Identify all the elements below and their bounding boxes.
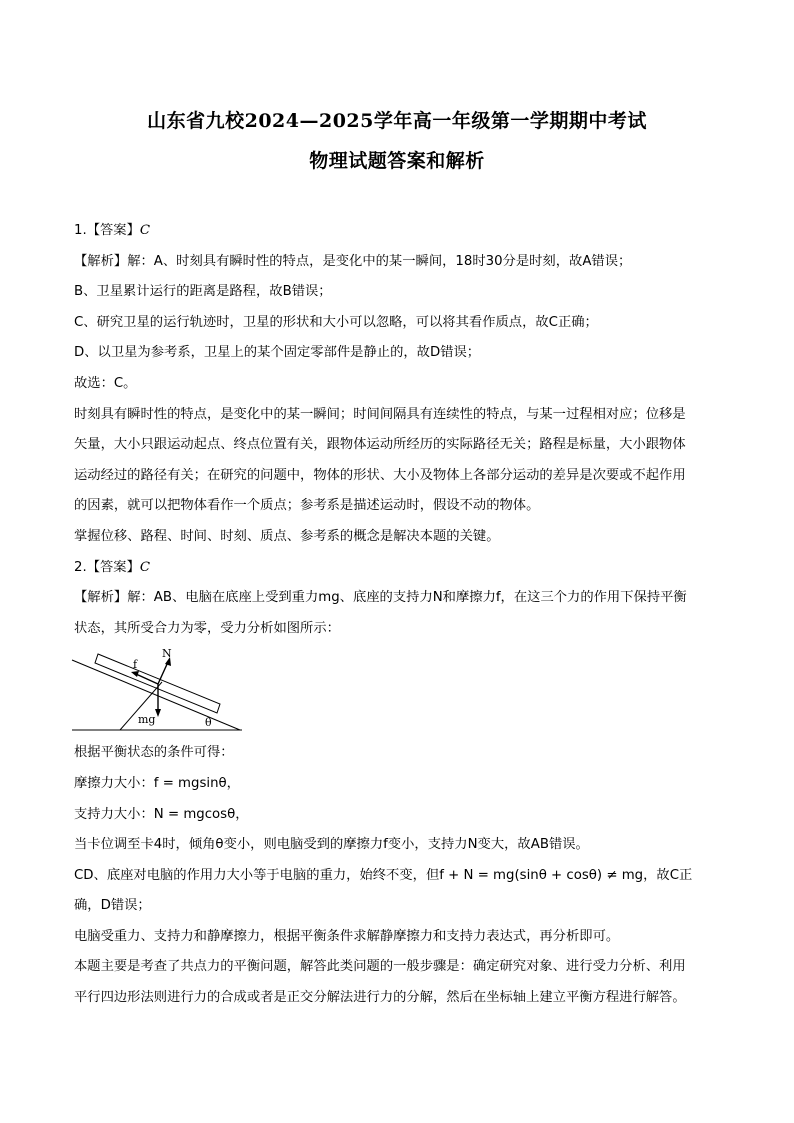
q2-answer-label: 【答案】 (86, 559, 140, 575)
q2-analysis-line-11: 平行四边形法则进行力的合成或者是正交分解法进行力的分解，然后在坐标轴上建立平衡方程进行解答。 (74, 990, 686, 1006)
label-mg: mg (138, 713, 156, 727)
q2-analysis-line-1 (74, 583, 724, 614)
q1-analysis-line-3: C、研究卫星的运行轨迹时，卫星的形状和大小可以忽略，可以将其看作质点，故C正确； (74, 314, 598, 330)
q1-answer-line (74, 216, 724, 247)
document-subtitle: 物理试题答案和解析 (309, 150, 485, 172)
q1-analysis-label: 【解析】 (74, 253, 128, 269)
label-theta: θ (205, 716, 212, 730)
q1-analysis-text-1: 解：A、时刻具有瞬时性的特点，是变化中的某一瞬间，18时30分是时刻，故A错误； (127, 253, 632, 269)
q1-analysis-line-7: 矢量，大小只跟运动起点、终点位置有关，跟物体运动所经历的实际路径无关；路程是标量，大小跟物体 (74, 437, 686, 453)
force-diagram-svg (70, 646, 250, 736)
answer-content (74, 216, 724, 1014)
q1-analysis-line-6: 时刻具有瞬时性的特点，是变化中的某一瞬间；时间间隔具有连续性的特点，与某一过程相对应；位移是 (74, 406, 686, 422)
q2-analysis-text-1: 解：AB、电脑在底座上受到重力mg、底座的支持力N和摩擦力f，在这三个力的作用下保持平衡 (127, 590, 687, 606)
q1-analysis-line-10: 掌握位移、路程、时间、时刻、质点、参考系的概念是解决本题的关键。 (74, 528, 500, 544)
q2-analysis-line-5: 支持力大小：N = mgcosθ， (74, 806, 249, 822)
q2-analysis-label: 【解析】 (74, 590, 128, 606)
q1-analysis-line-1 (74, 247, 724, 278)
label-f: f (133, 658, 138, 672)
q1-answer-value: C (139, 223, 151, 238)
force-diagram (70, 646, 724, 738)
q2-number: 2. (74, 559, 87, 575)
q2-answer-line (74, 553, 724, 584)
q1-analysis-line-5: 故选：C。 (74, 375, 137, 391)
q1-number: 1. (74, 223, 87, 238)
weight-arrowhead (155, 709, 161, 717)
q2-analysis-line-4: 摩擦力大小：f = mgsinθ， (74, 775, 240, 791)
q2-analysis-line-8: 确，D错误； (74, 898, 151, 914)
q1-analysis-line-9: 的因素，就可以把物体看作一个质点；参考系是描述运动时，假设不动的物体。 (74, 498, 540, 514)
q2-analysis-line-2: 状态，其所受合力为零，受力分析如图所示： (74, 620, 340, 636)
friction-arrowhead (131, 671, 139, 677)
friction-arrow (136, 674, 158, 684)
q2-analysis-line-9: 电脑受重力、支持力和静摩擦力，根据平衡条件求解静摩擦力和支持力表达式，再分析即可。 (74, 928, 620, 944)
label-N: N (162, 647, 172, 661)
q1-analysis-line-4: D、以卫星为参考系，卫星上的某个固定零部件是静止的，故D错误； (74, 345, 481, 361)
document-title: 山东省九校2024—2025学年高一年级第一学期期中考试 (147, 110, 647, 132)
q2-answer-value: C (139, 559, 151, 575)
q1-analysis-line-8: 运动经过的路径有关；在研究的问题中，物体的形状、大小及物体上各部分运动的差异是次要或不起作用 (74, 467, 686, 483)
q2-analysis-line-6: 当卡位调至卡4时，倾角θ变小，则电脑受到的摩擦力f变小，支持力N变大，故AB错误。 (74, 837, 589, 853)
q1-analysis-line-2: B、卫星累计运行的距离是路程，故B错误； (74, 284, 332, 300)
incline-line (72, 660, 240, 730)
q2-analysis-line-10: 本题主要是考查了共点力的平衡问题，解答此类问题的一般步骤是：确定研究对象、进行受力分析、利用 (74, 959, 686, 975)
q2-analysis-line-7: CD、底座对电脑的作用力大小等于电脑的重力，始终不变，但f + N = mg(sinθ + cosθ) ≠ mg，故C正 (74, 867, 693, 883)
q2-analysis-line-3: 根据平衡状态的条件可得： (74, 745, 234, 761)
q1-answer-label: 【答案】 (86, 223, 140, 238)
